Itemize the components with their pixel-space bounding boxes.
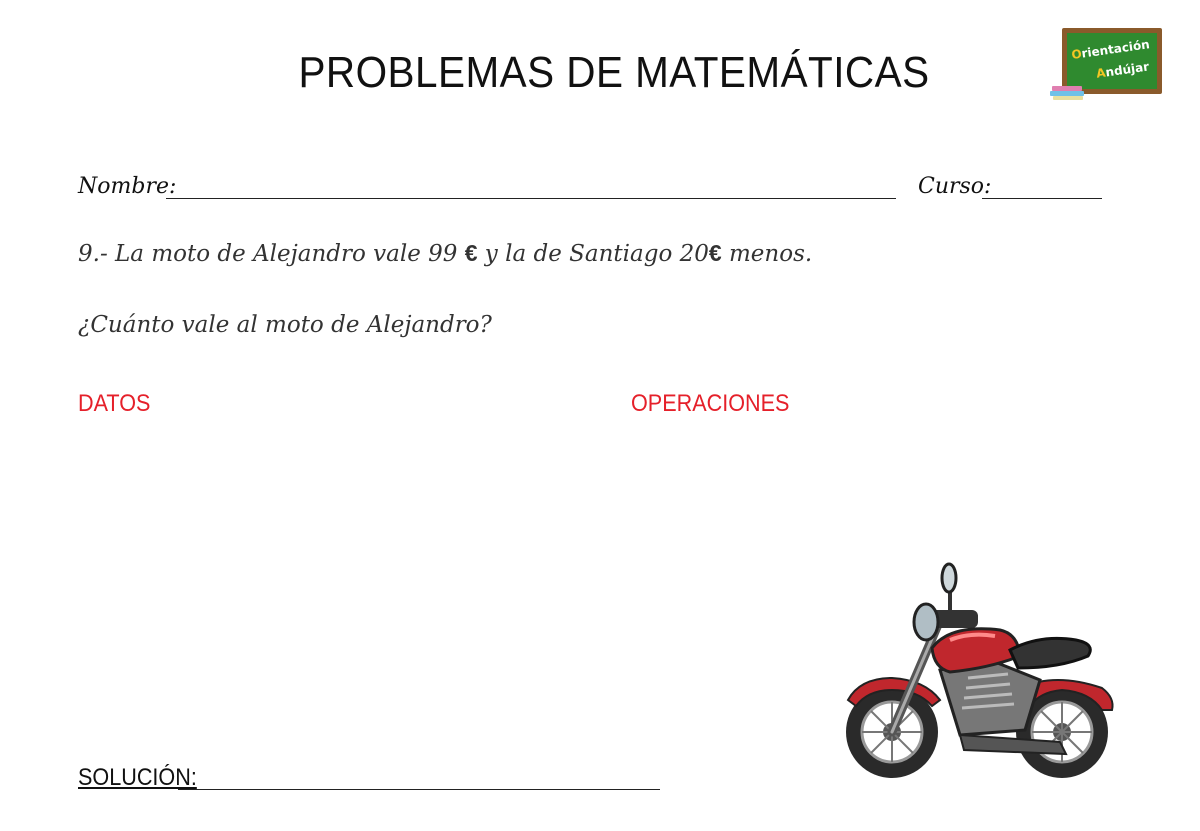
statement-part2: y la de Santiago 20 xyxy=(477,241,709,267)
solucion-line[interactable] xyxy=(178,789,660,790)
orientacion-andujar-logo xyxy=(1048,26,1164,102)
problem-question: ¿Cuánto vale al moto de Alejandro? xyxy=(78,312,492,338)
euro-symbol: € xyxy=(464,240,478,266)
statement-part3: menos. xyxy=(721,241,813,267)
name-line xyxy=(166,198,896,199)
page-title: PROBLEMAS DE MATEMÁTICAS xyxy=(298,48,930,97)
datos-label: DATOS xyxy=(78,390,151,417)
problem-statement xyxy=(78,240,812,267)
motorcycle-illustration xyxy=(840,560,1130,790)
operaciones-label: OPERACIONES xyxy=(631,390,790,417)
course-label: Curso: xyxy=(918,174,992,199)
statement-part1: 9.- La moto de Alejandro vale 99 xyxy=(78,241,465,267)
svg-text:Orientación: Orientación xyxy=(1070,37,1151,63)
solucion-label: SOLUCIÓN: xyxy=(78,764,197,791)
name-label: Nombre: xyxy=(78,174,177,199)
course-field[interactable] xyxy=(918,174,991,199)
name-field[interactable] xyxy=(78,174,176,199)
euro-symbol: € xyxy=(708,240,722,266)
svg-text:Andújar: Andújar xyxy=(1095,59,1150,81)
course-line xyxy=(982,198,1102,199)
